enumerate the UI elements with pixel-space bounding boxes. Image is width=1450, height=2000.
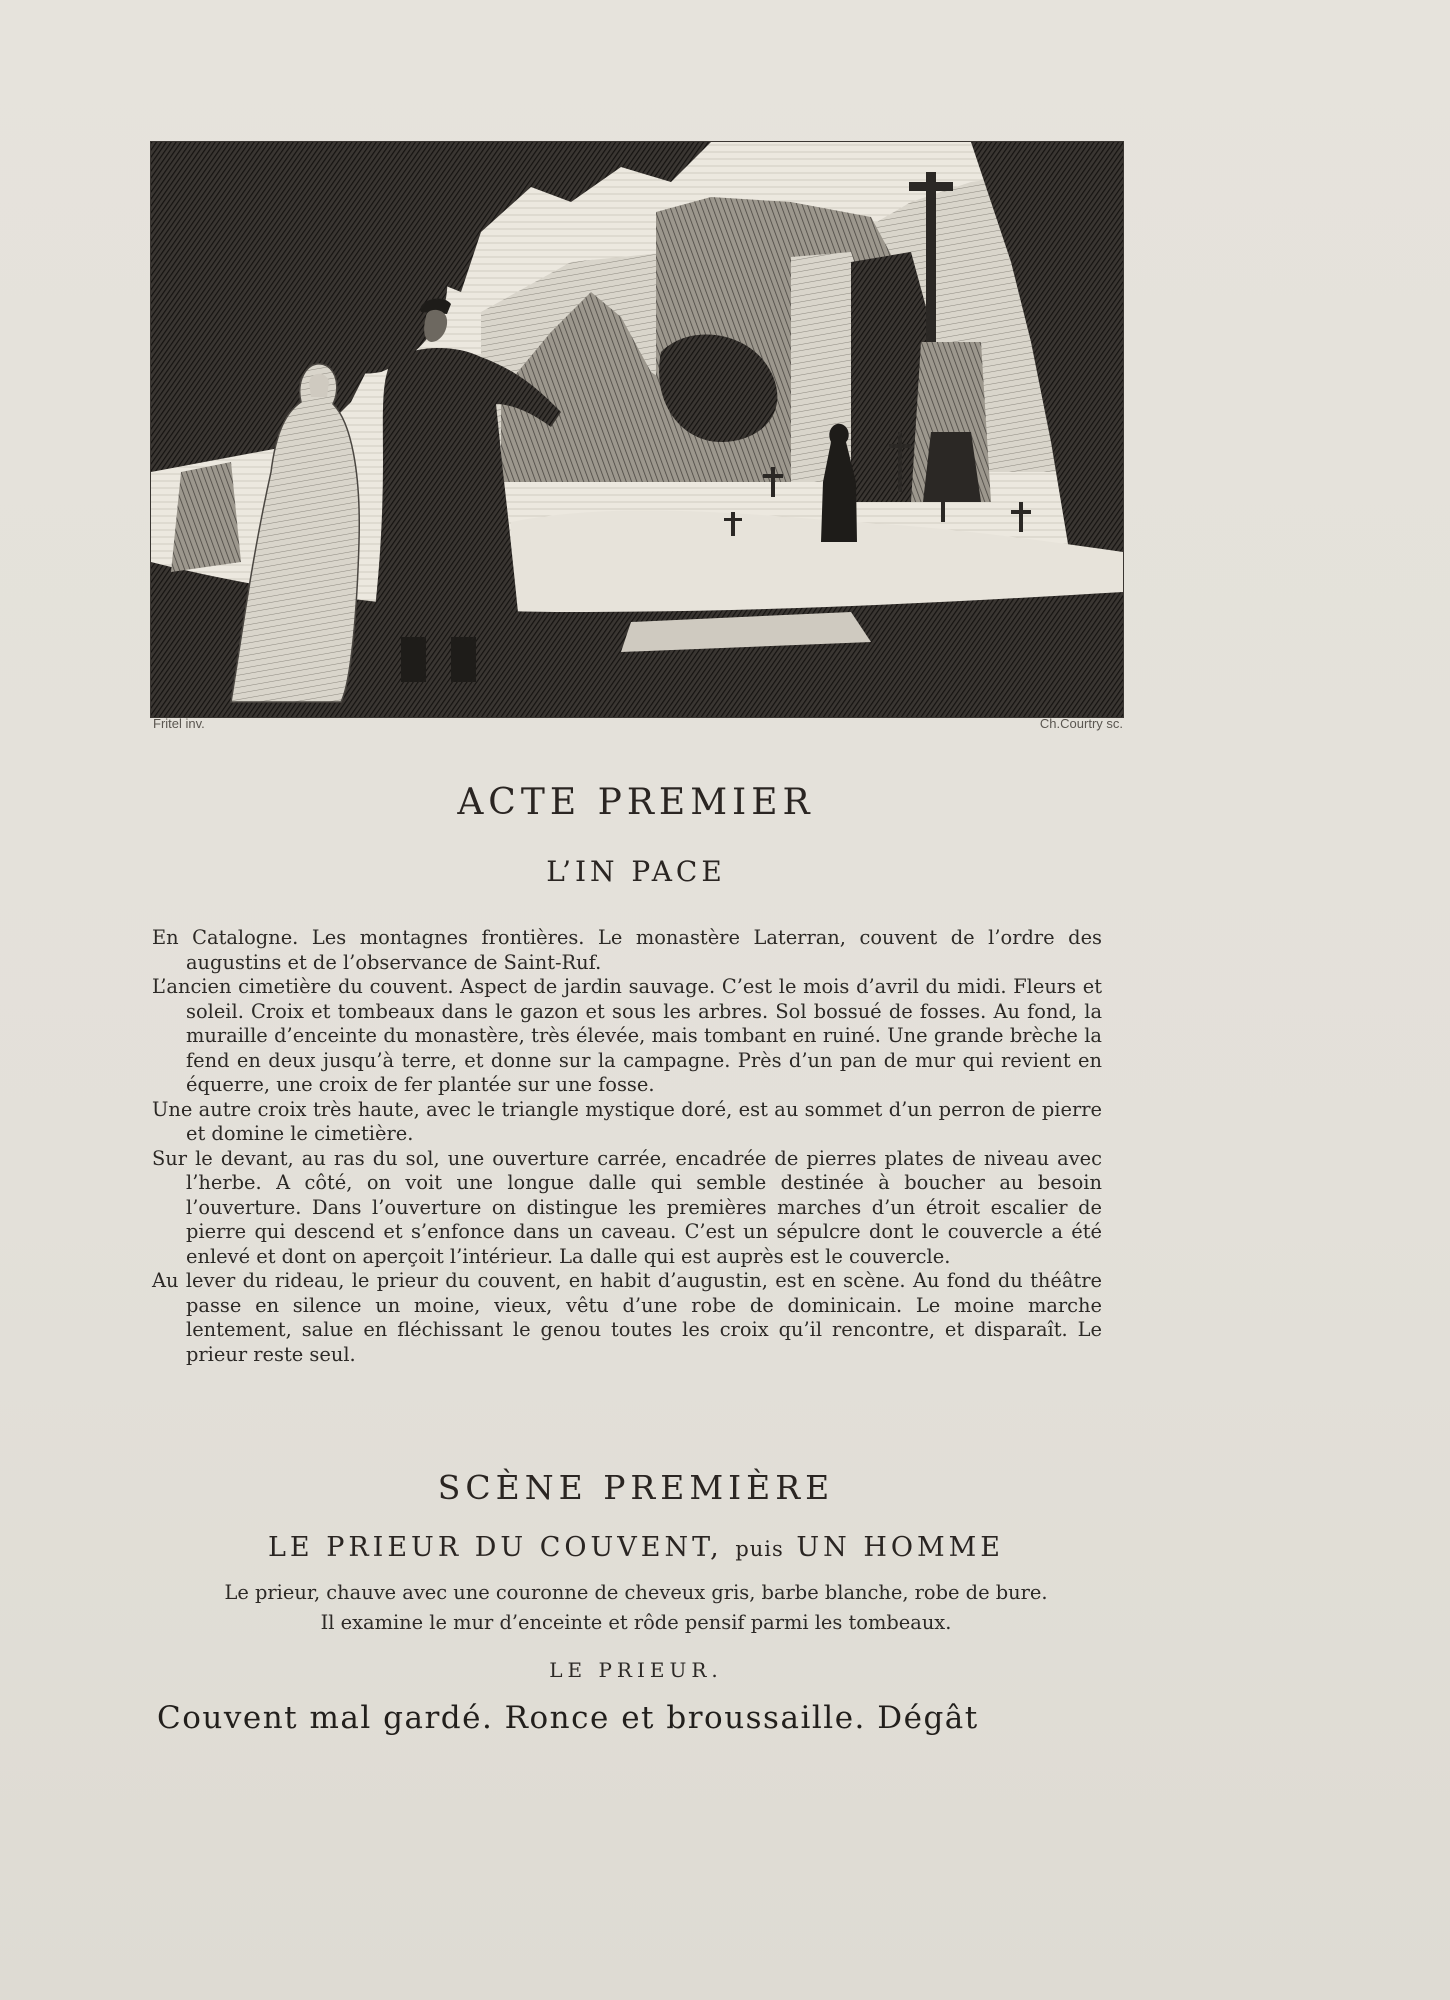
engraving-plate — [150, 141, 1124, 718]
scene-title: SCÈNE PREMIÈRE — [437, 1468, 835, 1507]
act-subtitle: L’IN PACE — [546, 855, 726, 888]
description-paragraph: Une autre croix très haute, avec le triangle mystique doré, est au sommet d’un perron de pierre et domine le cimetière. — [152, 1097, 1102, 1145]
act-title: ACTE PREMIER — [457, 782, 815, 823]
description-paragraph: Sur le devant, au ras du sol, une ouverture carrée, encadrée de pierres plates de niveau avec l’herbe. A côté, on voit une longue dalle qui semble destinée à boucher au besoin l’ouverture. Dans l’ouverture on distingue les premières marches d’un étroit escalier de pierre qui descend et s’enfonce dans un caveau. C’est un sépulcre dont le couvercle a été enlevé et dont on aperçoit l’intérieur. La dalle qui est auprès est le couvercle. — [152, 1146, 1102, 1268]
scene-characters — [150, 1532, 1122, 1563]
description-paragraph: L’ancien cimetière du couvent. Aspect de jardin sauvage. C’est le mois d’avril du midi. Fleurs et soleil. Croix et tombeaux dans le gazon et sous les arbres. Sol bossué de fosses. Au fond, la muraille d’enceinte du monastère, très élevée, mais tombant en ruiné. Une grande brèche la fend en deux jusqu’à terre, et donne sur la campagne. Près d’un pan de mur qui revient en équerre, une croix de fer plantée sur une fosse. — [152, 975, 1102, 1096]
speaker-name: LE PRIEUR. — [549, 1658, 723, 1682]
description-paragraph: En Catalogne. Les montagnes frontières. Le monastère Laterran, couvent de l’ordre des augustins et de l’observance de Saint-Ruf. — [152, 926, 1102, 974]
illustrator-credit: Fritel inv. — [153, 716, 205, 731]
stage-direction — [150, 1578, 1122, 1638]
verse-line: Couvent mal gardé. Ronce et broussaille. Dégât — [157, 1700, 979, 1736]
engraver-credit: Ch.Courtry sc. — [1039, 716, 1123, 731]
character-prior: LE PRIEUR DU COUVENT, — [267, 1532, 723, 1563]
description-paragraph: Au lever du rideau, le prieur du couvent, en habit d’augustin, est en scène. Au fond du théâtre passe en silence un moine, vieux, vêtu d’une robe de dominicain. Le moine marche lentement, salue en fléchissant le genou toutes les croix qu’il rencontre, et disparaît. Le prieur reste seul. — [152, 1269, 1102, 1366]
stage-description — [152, 926, 1102, 1367]
characters-conjunction: puis — [735, 1537, 784, 1561]
character-man: UN HOMME — [796, 1532, 1005, 1563]
engraving-illustration — [151, 142, 1123, 717]
stage-direction-line: Le prieur, chauve avec une couronne de cheveux gris, barbe blanche, robe de bure. — [224, 1581, 1048, 1604]
stage-direction-line: Il examine le mur d’enceinte et rôde pensif parmi les tombeaux. — [320, 1611, 952, 1634]
